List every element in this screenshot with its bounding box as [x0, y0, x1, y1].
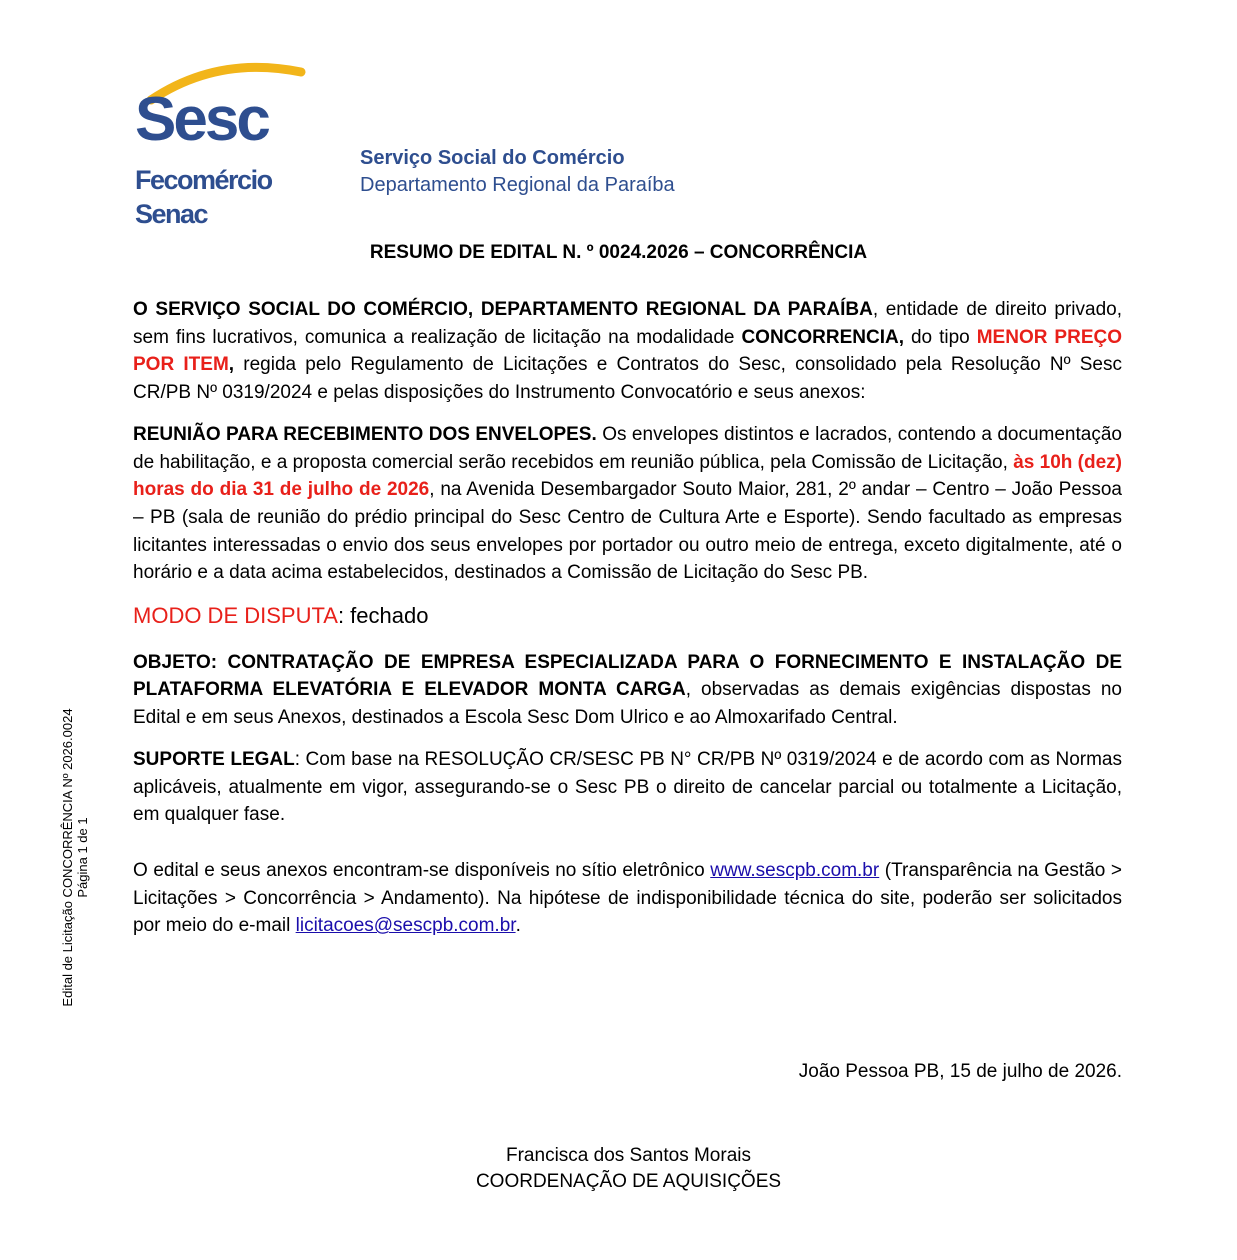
website-link[interactable]: www.sescpb.com.br	[710, 859, 880, 881]
object-heading: OBJETO: CONTRATAÇÃO DE EMPRESA ESPECIALIZADA PARA O FORNECIMENTO E INSTALAÇÃO DE PLATAFORMA ELEVATÓRIA E ELEVADOR MONTA CARGA	[133, 651, 1122, 701]
side-page-number: Página 1 de 1	[75, 817, 90, 898]
meeting-paragraph	[133, 421, 1122, 587]
intro-text: , entidade de direito privado, sem fins lucrativos, comunica a realização de licitação na modalidade	[133, 299, 1122, 348]
meeting-text: Os envelopes distintos e lacrados, contendo a documentação de habilitação, e a proposta comercial serão recebidos em reunião pública, pela Comissão de Licitação,	[133, 423, 1122, 473]
meeting-heading: REUNIÃO PARA RECEBIMENTO DOS ENVELOPES.	[133, 423, 597, 445]
intro-modality: CONCORRENCIA,	[741, 326, 904, 348]
signature-block	[0, 1143, 1237, 1195]
dispute-mode-label: MODO DE DISPUTA	[133, 603, 338, 629]
object-paragraph	[133, 649, 1122, 732]
intro-comma: ,	[228, 354, 235, 376]
object-text: , observadas as demais exigências dispostas no Edital e em seus Anexos, destinados a Escola Sesc Dom Ulrico e ao Almoxarifado Central.	[133, 679, 1122, 729]
org-name: Serviço Social do Comércio	[360, 147, 625, 169]
document-title: RESUMO DE EDITAL N. º 0024.2026 – CONCORRÊNCIA	[369, 242, 868, 263]
intro-paragraph	[133, 296, 1122, 407]
side-edital-reference: Edital de Licitação CONCORRÊNCIA Nº 2026.0024	[60, 708, 75, 1007]
availability-paragraph	[133, 857, 1122, 940]
document-body	[133, 296, 1122, 940]
legal-support-heading: SUPORTE LEGAL	[133, 748, 295, 770]
document-date: João Pessoa PB, 15 de julho de 2026.	[798, 1061, 1122, 1082]
meeting-datetime-highlight: às 10h (dez) horas do dia 31 de julho de 2026	[133, 451, 1122, 501]
meeting-text: , na Avenida Desembargador Souto Maior, 281, 2º andar – Centro – João Pessoa – PB (sala de reunião do prédio principal do Sesc Centro de Cultura Arte e Esporte). Sendo facultado as empresas licitantes interessadas o envio dos seus envelopes por portador ou outro meio de entrega, exceto digitalmente, até o horário e a data acima estabelecidos, destinados a Comissão de Licitação do Sesc PB.	[133, 479, 1122, 584]
intro-text: do tipo	[904, 326, 977, 348]
availability-text: O edital e seus anexos encontram-se disponíveis no sítio eletrônico	[133, 859, 711, 881]
intro-type-highlight: MENOR PREÇO POR ITEM	[133, 326, 1122, 376]
legal-support-text: : Com base na RESOLUÇÃO CR/SESC PB N° CR/PB Nº 0319/2024 e de acordo com as Normas aplicáveis, atualmente em vigor, assegurando-se o Sesc PB o direito de cancelar parcial ou totalmente a Licitação, em qualquer fase.	[133, 748, 1122, 826]
availability-text: (Transparência na Gestão > Licitações > Concorrência > Andamento). Na hipótese de indisponibilidade técnica do site, poderão ser solicitados por meio do e-mail	[133, 859, 1122, 937]
logo-senac-text: Senac	[135, 199, 208, 229]
org-header	[360, 145, 675, 199]
availability-text: .	[515, 915, 521, 937]
email-link[interactable]: licitacoes@sescpb.com.br	[295, 915, 516, 937]
signatory-name: Francisca dos Santos Morais	[506, 1145, 751, 1166]
dispute-mode-value: : fechado	[337, 603, 429, 629]
logo-brand-text: Sesc	[135, 85, 268, 154]
intro-entity: O SERVIÇO SOCIAL DO COMÉRCIO, DEPARTAMENTO REGIONAL DA PARAÍBA	[133, 299, 873, 320]
logo-fecomercio-text: Fecomércio	[135, 165, 272, 195]
org-department: Departamento Regional da Paraíba	[360, 174, 675, 196]
signatory-role: COORDENAÇÃO DE AQUISIÇÕES	[475, 1171, 782, 1192]
intro-text: regida pelo Regulamento de Licitações e Contratos do Sesc, consolidado pela Resolução Nº Sesc CR/PB Nº 0319/2024 e pelas disposições do Instrumento Convocatório e seus anexos:	[133, 354, 1122, 404]
side-margin-note	[60, 690, 90, 1025]
legal-support-paragraph	[133, 746, 1122, 829]
dispute-mode	[133, 602, 1122, 630]
sesc-logo	[133, 60, 308, 235]
